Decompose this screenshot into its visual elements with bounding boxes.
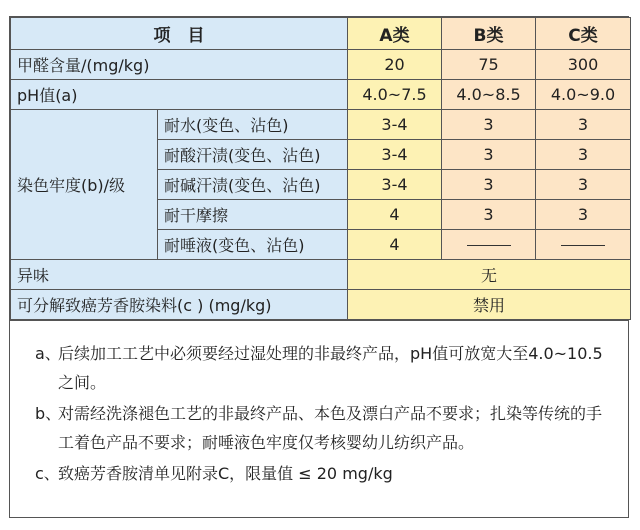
footnote-b	[35, 399, 614, 457]
footnote-text: 后续加工工艺中必须要经过湿处理的非最终产品，pH值可放宽大至4.0~10.5之间。	[58, 344, 603, 392]
fastness-c: 3	[536, 200, 631, 230]
odor-label: 异味	[11, 260, 348, 290]
fastness-c: 3	[536, 140, 631, 170]
amine-row	[11, 290, 631, 320]
fastness-row	[11, 110, 631, 140]
ph-row	[11, 80, 631, 110]
fastness-a: 3-4	[348, 110, 442, 140]
ph-c: 4.0~9.0	[536, 80, 631, 110]
footnote-marker: c、	[35, 464, 60, 483]
header-item: 项 目	[11, 18, 348, 50]
footnote-c	[35, 459, 614, 488]
ph-b: 4.0~8.5	[442, 80, 536, 110]
ph-a: 4.0~7.5	[348, 80, 442, 110]
odor-value: 无	[348, 260, 631, 290]
not-applicable-dash	[467, 245, 511, 246]
fastness-c: 3	[536, 110, 631, 140]
formaldehyde-a: 20	[348, 50, 442, 80]
standards-table-frame	[9, 16, 629, 518]
fastness-b: 3	[442, 200, 536, 230]
not-applicable-dash	[561, 245, 605, 246]
fastness-b: 3	[442, 110, 536, 140]
odor-row	[11, 260, 631, 290]
header-row	[11, 18, 631, 50]
footnote-text: 致癌芳香胺清单见附录C，限量值 ≤ 20 mg/kg	[58, 464, 393, 483]
formaldehyde-b: 75	[442, 50, 536, 80]
amine-value: 禁用	[348, 290, 631, 320]
fastness-c: 3	[536, 170, 631, 200]
header-class-b: B类	[442, 18, 536, 50]
fastness-a: 3-4	[348, 170, 442, 200]
fastness-label: 耐酸汗渍(变色、沾色)	[158, 140, 348, 170]
fastness-a: 3-4	[348, 140, 442, 170]
fastness-c	[536, 230, 631, 260]
amine-label: 可分解致癌芳香胺染料(c ) (mg/kg)	[11, 290, 348, 320]
footnote-marker: a、	[35, 344, 61, 363]
ph-label: pH值(a)	[11, 80, 348, 110]
footnote-marker: b、	[35, 404, 62, 423]
standards-table	[10, 17, 631, 320]
formaldehyde-label: 甲醛含量/(mg/kg)	[11, 50, 348, 80]
footnotes	[10, 320, 628, 488]
fastness-b: 3	[442, 170, 536, 200]
header-class-a: A类	[348, 18, 442, 50]
fastness-a: 4	[348, 200, 442, 230]
fastness-label: 耐水(变色、沾色)	[158, 110, 348, 140]
fastness-label: 耐碱汗渍(变色、沾色)	[158, 170, 348, 200]
formaldehyde-c: 300	[536, 50, 631, 80]
footnote-a	[35, 339, 614, 397]
fastness-group-label: 染色牢度(b)/级	[11, 110, 158, 260]
fastness-b: 3	[442, 140, 536, 170]
fastness-b	[442, 230, 536, 260]
fastness-label: 耐唾液(变色、沾色)	[158, 230, 348, 260]
formaldehyde-row	[11, 50, 631, 80]
header-class-c: C类	[536, 18, 631, 50]
footnote-text: 对需经洗涤褪色工艺的非最终产品、本色及漂白产品不要求；扎染等传统的手工着色产品不要求；耐唾液色牢度仅考核婴幼儿纺织产品。	[58, 404, 603, 452]
fastness-label: 耐干摩擦	[158, 200, 348, 230]
fastness-a: 4	[348, 230, 442, 260]
